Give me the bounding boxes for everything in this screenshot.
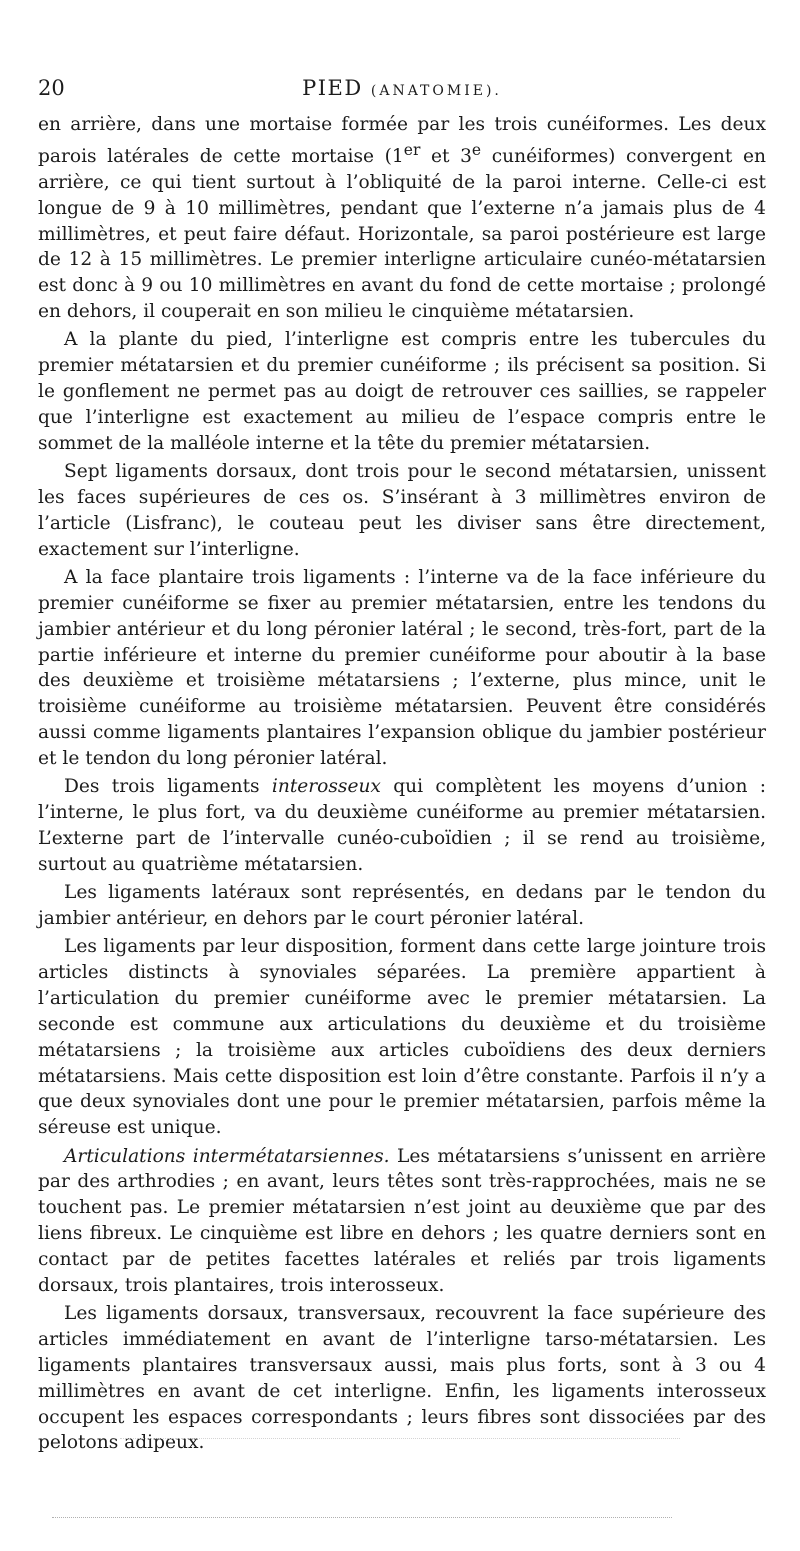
- paragraph: A la plante du pied, l’interligne est compris entre les tubercules du premier métatarsien et du premier cunéiforme ; ils précisent sa position. Si le gonflement ne permet pas au doigt de retrouver ces saillies, se rappeler que l’interligne est exactement au milieu de l’espace compris entre le sommet de la malléole interne et la tête du premier métatarsien.: [38, 329, 766, 454]
- paragraph: Les ligaments latéraux sont représentés, en dedans par le tendon du jambier antérieur, en dehors par le court péronier latéral.: [38, 882, 766, 929]
- paragraph: Les ligaments par leur disposition, forment dans cette large jointure trois articles distincts à synoviales séparées. La première appartient à l’articulation du premier cunéiforme avec le premier métatarsien. La seconde est commune aux articulations du deuxième et du troisième métatarsiens ; la troisième aux articles cuboïdiens des deux derniers métatarsiens. Mais cette disposition est loin d’être constante. Parfois il n’y a que deux synoviales dont une pour le premier métatarsien, parfois même la séreuse est unique.: [38, 936, 766, 1139]
- paragraph: Sept ligaments dorsaux, dont trois pour le second métatarsien, unissent les faces supérieures de ces os. S’insérant à 3 millimètres environ de l’article (Lisfranc), le couteau peut les diviser sans être directement, exactement sur l’interligne.: [38, 461, 766, 560]
- paragraph: A la face plantaire trois ligaments : l’interne va de la face inférieure du premier cunéiforme se fixer au premier métatarsien, entre les tendons du jambier antérieur et du long péronier latéral ; le second, très-fort, part de la partie inférieure et interne du premier cunéiforme pour aboutir à la base des deuxième et troisième métatarsiens ; l’externe, plus mince, unit le troisième cunéiforme au troisième métatarsien. Peuvent être considérés aussi comme ligaments plantaires l’expansion oblique du jambier postérieur et le tendon du long péronier latéral.: [38, 567, 766, 769]
- paragraph: Articulations intermétatarsiennes. Les métatarsiens s’unissent en arrière par des arthrodies ; en avant, leurs têtes sont très-rapprochées, mais ne se touchent pas. Le premier métatarsien n’est joint au deuxième que par des liens fibreux. Le cinquième est libre en dehors ; les quatre derniers sont en contact par de petites facettes latérales et reliés par trois ligaments dorsaux, trois plantaires, trois interosseux.: [38, 1145, 766, 1296]
- footer-rule: [52, 1517, 672, 1518]
- paragraph: Des trois ligaments interosseux qui complètent les moyens d’union : l’interne, le plus fort, va du deuxième cunéiforme au premier métatarsien. L’externe part de l’intervalle cunéo-cuboïdien ; il se rend au troisième, surtout au quatrième métatarsien.: [38, 776, 767, 875]
- running-head: [38, 76, 766, 100]
- body-text: [38, 112, 766, 1459]
- running-head-title: PIED: [302, 76, 363, 100]
- page-header: [38, 76, 766, 106]
- page-number: 20: [38, 76, 65, 100]
- paragraph: en arrière, dans une mortaise formée par les trois cunéiformes. Les deux parois latérales de cette mortaise (1er et 3e cunéiformes) convergent en arrière, ce qui tient surtout à l’obliquité de la paroi interne. Celle-ci est longue de 9 à 10 millimètres, pendant que l’externe n’a jamais plus de 4 millimètres, et peut faire défaut. Horizontale, sa paroi postérieure est large de 12 à 15 millimètres. Le premier interligne articulaire cunéo-métatarsien est donc à 9 ou 10 millimètres en avant du fond de cette mortaise ; prolongé en dehors, il couperait en son milieu le cinquième métatarsien.: [38, 114, 766, 323]
- print-specks: [120, 1438, 680, 1441]
- running-head-subtitle: (ANATOMIE).: [370, 83, 502, 99]
- paragraph: Les ligaments dorsaux, transversaux, recouvrent la face supérieure des articles immédiatement en avant de l’interligne tarso-métatarsien. Les ligaments plantaires transversaux aussi, mais plus forts, sont à 3 ou 4 millimètres en avant de cet interligne. Enfin, les ligaments interosseux occupent les espaces correspondants ; leurs fibres sont dissociées par des pelotons adipeux.: [38, 1303, 766, 1454]
